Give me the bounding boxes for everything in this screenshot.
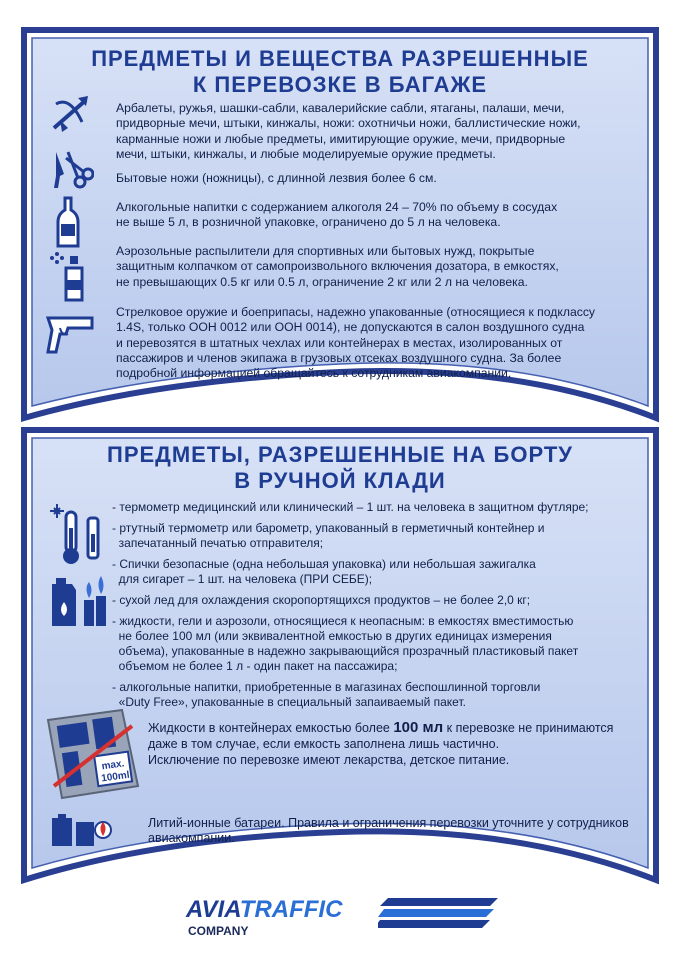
text-line: - жидкости, гели и аэрозоли, относящиеся к неопасным: в емкостях вместимостью (112, 614, 574, 628)
baggage-item-alcohol (116, 200, 557, 231)
aerosol-icon (48, 250, 88, 302)
bag-label-max: max. (100, 758, 126, 773)
text-line: Литий-ионные батареи. Правила и ограничения перевозки уточните у сотрудников (148, 816, 629, 830)
carry-on-panel (18, 424, 662, 886)
list-item (112, 557, 589, 587)
text-line: Аэрозольные распылители для спортивных или бытовых нужд, покрытые (116, 244, 535, 258)
carry-on-title-line2: В РУЧНОЙ КЛАДИ (234, 468, 446, 493)
text-line: защитным колпачком от самопроизвольного включения дозатора, в емкостях, (116, 259, 559, 274)
bag-label-volume: 100ml (100, 769, 131, 785)
text-line: - алкогольные напитки, приобретенные в магазинах беспошлинной торговли (112, 680, 541, 694)
thermometer-icon (48, 504, 108, 568)
battery-icon (48, 808, 118, 848)
liquids-limit: 100 мл (393, 719, 444, 736)
logo-wordmark (186, 896, 342, 924)
list-item (112, 593, 589, 608)
text-line: - Спички безопасные (одна небольшая упаковка) или небольшая зажигалка (112, 557, 536, 571)
text-line: карманные ножи и любые предметы, имитирующие оружие, мечи, придворные (116, 131, 566, 146)
logo-word-traffic: TRAFFIC (239, 896, 343, 923)
list-item (112, 500, 589, 515)
liquids-note-line1 (148, 720, 613, 736)
crossbow-icon (48, 92, 92, 136)
baggage-item-aerosols (116, 244, 559, 290)
baggage-panel (18, 24, 662, 424)
text-line: для сигарет – 1 шт. на человека (ПРИ СЕБЕ); (112, 572, 373, 586)
text-line: не выше 5 л, в розничной упаковке, ограничено до 5 л на человека. (116, 215, 501, 230)
pistol-icon (46, 314, 94, 354)
text-line: Бытовые ножи (ножницы), с длинной лезвия более 6 см. (116, 171, 437, 185)
battery-note (148, 816, 629, 846)
text-line: придворные мечи, штыки, кинжалы, ножи: охотничьи ножи, баллистические ножи, (116, 116, 581, 131)
text-line: - ртутный термометр или барометр, упакованный в герметичный контейнер и (112, 521, 545, 535)
text-line: Алкогольные напитки с содержанием алкоголя 24 – 70% по объему в сосудах (116, 200, 558, 214)
text-line: подробной информацией обращайтесь к сотрудникам авиакомпании. (116, 366, 512, 381)
liquids-note (148, 720, 613, 768)
company-logo (180, 896, 500, 946)
text-line: «Duty Free», упакованные в специальный запаиваемый пакет. (112, 695, 466, 709)
carry-on-title-line1: ПРЕДМЕТЫ, РАЗРЕШЕННЫЕ НА БОРТУ (107, 442, 573, 467)
baggage-item-firearms (116, 305, 595, 381)
text-line: Жидкости в контейнерах емкостью более (148, 721, 394, 735)
text-line: пассажиров и членов экипажа в грузовых отсеках воздушного судна. За более (116, 350, 562, 365)
knife-scissors-icon (48, 146, 94, 192)
liquids-note-line3: Исключение по перевозке имеют лекарства, детское питание. (148, 753, 510, 767)
text-line: не превышающих 0.5 кг или 0.5 л, ограничение 2 кг или 2 л на человека. (116, 274, 528, 289)
text-line: - сухой лед для охлаждения скоропортящихся продуктов – не более 2,0 кг; (112, 593, 531, 607)
baggage-title-line2: К ПЕРЕВОЗКЕ В БАГАЖЕ (192, 72, 488, 97)
baggage-item-knives (116, 171, 437, 186)
list-item (112, 614, 589, 674)
text-line: - термометр медицинский или клинический – 1 шт. на человека в защитном футляре; (112, 500, 589, 514)
text-line: объема), упакованные в надежно закрывающийся прозрачный пластиковый пакет (112, 644, 579, 658)
liquids-bag-icon (42, 706, 142, 802)
text-line: к перевозке не принимаются (443, 721, 614, 735)
logo-word-avia: AVIA (186, 896, 240, 923)
text-line: и перевозятся в штатных чехлах или контейнерах в местах, изолированных от (116, 335, 563, 350)
liquids-note-line2: даже в том случае, если емкость заполнена лишь частично. (148, 737, 500, 751)
list-item (112, 521, 589, 551)
text-line: авиакомпании. (148, 831, 235, 845)
baggage-item-weapons (116, 101, 581, 162)
baggage-title-line1: ПРЕДМЕТЫ И ВЕЩЕСТВА РАЗРЕШЕННЫЕ (91, 46, 589, 71)
text-line: запечатанный печатью отправителя; (112, 536, 324, 550)
text-line: объемом не более 1 л - один пакет на пассажира; (112, 659, 398, 673)
carry-on-list (112, 500, 589, 710)
logo-company: COMPANY (188, 924, 249, 938)
bottle-icon (56, 196, 80, 248)
text-line: Арбалеты, ружья, шашки-сабли, кавалерийские сабли, ятаганы, палаши, мечи, (116, 101, 565, 115)
text-line: мечи, штыки, кинжалы, и любые моделируемые оружие предметы. (116, 146, 496, 161)
text-line: не более 100 мл (или эквивалентной емкостью в других единицах измерения (112, 629, 552, 643)
text-line: Стрелковое оружие и боеприпасы, надежно упакованные (относящиеся к подклассу (116, 305, 596, 319)
lighter-bottle-icon (48, 574, 108, 628)
list-item (112, 680, 589, 710)
logo-stripes (378, 898, 498, 928)
text-line: 1.4S, только ООН 0012 или ООН 0014), не допускаются в салон воздушного судна (116, 320, 585, 335)
